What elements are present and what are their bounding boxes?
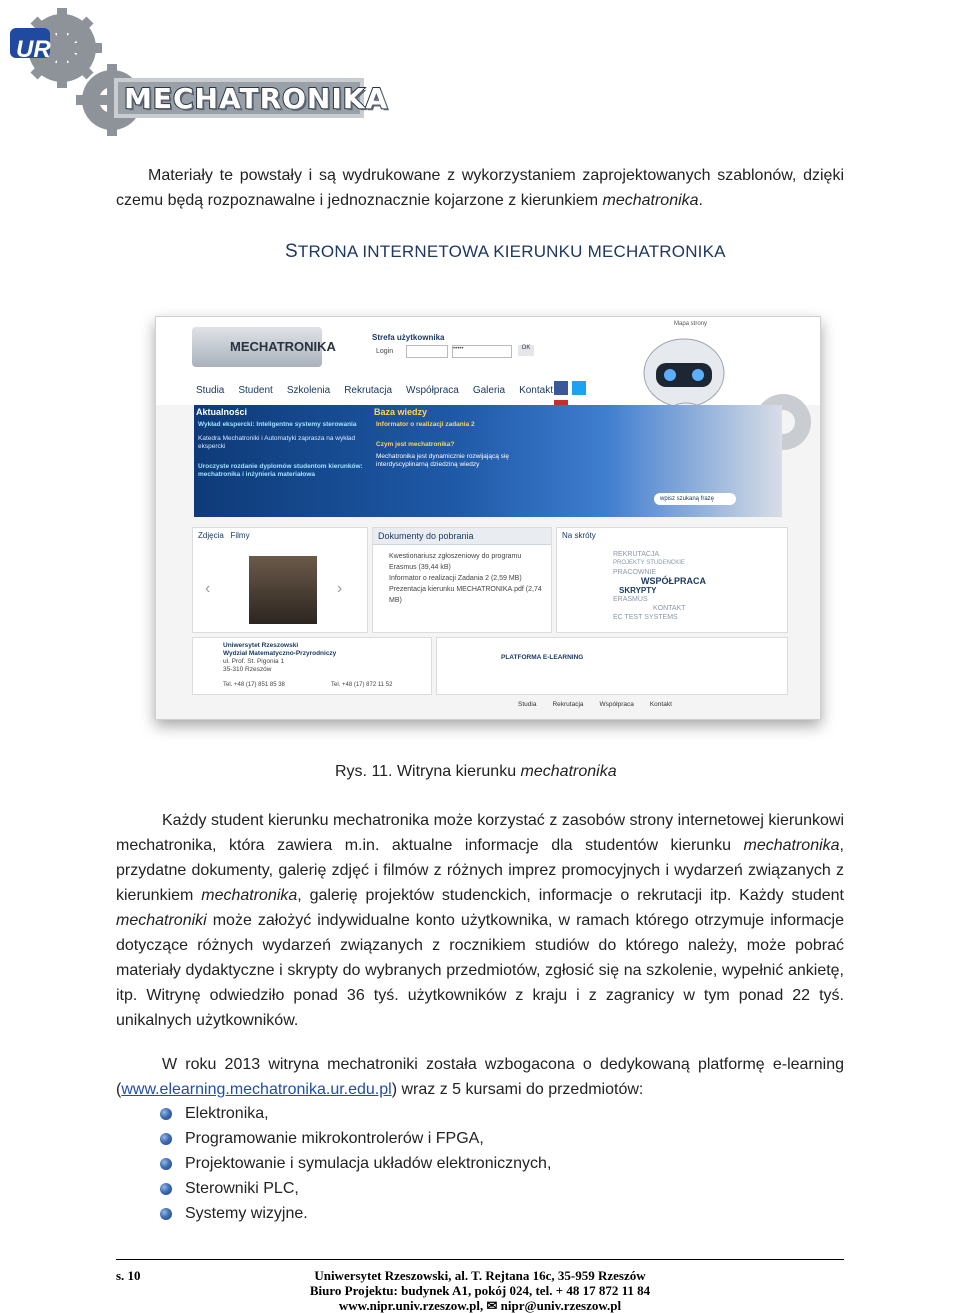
- address-line: Wydział Matematyczno-Przyrodniczy: [223, 650, 337, 657]
- knowledge-list: [376, 421, 546, 469]
- figure-caption: Rys. 11. Witryna kierunku mechatronika: [335, 763, 617, 780]
- tag-link[interactable]: PRACOWNIE: [613, 569, 657, 576]
- documents-panel: [372, 527, 552, 633]
- tag-link[interactable]: WSPÓŁPRACA: [641, 576, 706, 586]
- course-list: [157, 1101, 757, 1226]
- site-search-input[interactable]: wpisz szukaną frazę: [654, 493, 736, 505]
- footer-line: Biuro Projektu: budynek A1, pokój 024, tel. + 48 17 872 11 84: [309, 1283, 651, 1298]
- documents-title: Dokumenty do pobrania: [373, 528, 551, 545]
- site-logo-text: MECHATRONIKA: [230, 339, 336, 354]
- body-paragraph: Każdy student kierunku mechatronika może korzystać z zasobów strony internetowej kierunkowi mechatronika, która zawiera m.in. aktualne informacje dla studentów kierunku mechatronika, przydatne dokumenty, galerię zdjęć i filmów z różnych imprez promocyjnych i wydarzeń związanych z kierunkiem mechatronika, galerię projektów studenckich, informacje o rekrutacji itp. Każdy student mechatroniki może założyć indywidualne konto użytkownika, w ramach którego otrzymuje informacje dotyczące różnych wydarzeń związanych z rocznikiem studiów do którego należy, może pobrać materiały dydaktyczne i skrypty do wybranych przedmiotów, zgłosić się na szkolenie, wypełnić ankietę, itp. Witrynę odwiedziło ponad 36 tyś. użytkowników z kraju i z zagranicy w tym ponad 22 tyś. unikalnych użytkowników.: [116, 812, 844, 1029]
- address-line: ul. Prof. St. Pigonia 1: [223, 658, 285, 665]
- page-number: s. 10: [116, 1268, 141, 1283]
- tag-link[interactable]: SKRYPTY: [619, 586, 657, 595]
- news-item[interactable]: Uroczyste rozdanie dyplomów studentom kierunków: mechatronika i inżynieria materiałowa: [198, 463, 363, 478]
- document-link[interactable]: Prezentacja kierunku MECHATRONIKA.pdf (2,74 MB): [389, 586, 542, 604]
- site-footer-links: [518, 701, 672, 708]
- tag-link[interactable]: EC TEST SYSTEMS: [613, 614, 678, 621]
- footer-email[interactable]: nipr@univ.rzeszow.pl: [500, 1298, 622, 1313]
- knowledge-item[interactable]: Informator o realizacji zadania 2: [376, 421, 475, 428]
- intro-paragraph: Materiały te powstały i są wydrukowane z wykorzystaniem zaprojektowanych szablonów, dzięki czemu będą rozpoznawalne i jednoznacznie kojarzone z kierunkiem mechatronika.: [116, 167, 844, 209]
- social-icons[interactable]: [554, 381, 600, 399]
- password-input[interactable]: •••••: [452, 345, 512, 358]
- footer-link[interactable]: Rekrutacja: [552, 701, 584, 708]
- shortcuts-title: Na skróty: [562, 531, 596, 540]
- tag-link[interactable]: KONTAKT: [653, 605, 686, 612]
- list-item: Sterowniki PLC,: [157, 1176, 757, 1201]
- gallery-photo[interactable]: [249, 556, 317, 624]
- ok-button[interactable]: OK: [518, 345, 534, 356]
- bullet-icon: [160, 1108, 172, 1120]
- bullet-icon: [160, 1133, 172, 1145]
- document-link[interactable]: Kwestionariusz zgłoszeniowy do programu Erasmus (39,44 kB): [389, 553, 522, 571]
- bullet-icon: [160, 1158, 172, 1170]
- login-input[interactable]: [406, 345, 448, 358]
- address-line: 35-310 Rzeszów: [223, 666, 272, 673]
- tag-link[interactable]: REKRUTACJA: [613, 551, 660, 558]
- envelope-icon: ✉: [486, 1298, 501, 1313]
- body-block: [116, 808, 844, 1033]
- elearning-link[interactable]: PLATFORMA E-LEARNING: [501, 654, 584, 661]
- footer-link[interactable]: Współpraca: [599, 701, 634, 708]
- footer-line: Uniwersytet Rzeszowski, al. T. Rejtana 16c, 35-959 Rzeszów: [314, 1268, 646, 1283]
- footer-link[interactable]: Studia: [518, 701, 537, 708]
- section-heading: STRONA INTERNETOWA KIERUNKU MECHATRONIKA: [285, 241, 726, 262]
- bullet-icon: [160, 1183, 172, 1195]
- tag-link[interactable]: ERASMUS: [613, 596, 648, 603]
- sitemap-link[interactable]: Mapa strony: [674, 321, 708, 327]
- login-label: Login: [376, 348, 394, 355]
- news-list: [198, 421, 368, 479]
- footer-website[interactable]: www.nipr.univ.rzeszow.pl,: [338, 1298, 487, 1313]
- intro-block: [116, 163, 844, 213]
- tab-photos[interactable]: Zdjęcia: [198, 531, 224, 540]
- elearning-panel: [436, 637, 788, 695]
- nav-item-szkolenia[interactable]: Szkolenia: [286, 384, 331, 396]
- knowledge-item: Mechatronika jest dynamicznie rozwijającą się interdyscyplinarną dziedziną wiedzy: [376, 453, 509, 468]
- phone-text: Tel. +48 (17) 851 85 38: [223, 682, 285, 688]
- next-arrow-icon[interactable]: ›: [337, 580, 343, 597]
- list-item: Systemy wizyjne.: [157, 1201, 757, 1226]
- user-area-title: Strefa użytkownika: [372, 333, 445, 342]
- address-line: Uniwersytet Rzeszowski: [223, 642, 299, 649]
- mechatronika-logo: [4, 8, 389, 138]
- news-item[interactable]: Katedra Mechatroniki i Automatyki zaprasza na wykład ekspercki: [198, 435, 356, 450]
- nav-item-wspolpraca[interactable]: Współpraca: [406, 384, 459, 396]
- elearning-url-link[interactable]: www.elearning.mechatronika.ur.edu.pl: [121, 1081, 392, 1098]
- list-item: Projektowanie i symulacja układów elektronicznych,: [157, 1151, 757, 1176]
- gallery-panel: [192, 527, 368, 633]
- news-title: Aktualności: [196, 407, 248, 417]
- footer-link[interactable]: Kontakt: [649, 701, 672, 708]
- nav-item-galeria[interactable]: Galeria: [472, 384, 506, 396]
- nav-item-kontakt[interactable]: Kontakt: [519, 384, 553, 396]
- elearning-paragraph: W roku 2013 witryna mechatroniki została wzbogacona o dedykowaną platformę e-learning (www.elearning.mechatronika.ur.edu.pl) wraz z 5 kursami do przedmiotów:: [116, 1056, 844, 1098]
- logo-text: MECHATRONIKA: [124, 82, 389, 115]
- elearning-block: [116, 1052, 844, 1102]
- address-panel: [192, 637, 432, 695]
- website-screenshot: [155, 316, 821, 720]
- news-item[interactable]: Wykład ekspercki: Inteligentne systemy sterowania: [198, 421, 357, 428]
- fax-text: Tel. +48 (17) 872 11 52: [331, 682, 393, 688]
- footer-line: [240, 1298, 720, 1313]
- gear-icon: [4, 8, 368, 138]
- tag-cloud: [613, 550, 773, 622]
- bullet-icon: [160, 1208, 172, 1220]
- tag-link[interactable]: PROJEKTY STUDENCKIE: [613, 560, 685, 566]
- site-nav: [196, 379, 553, 401]
- list-item: Elektronika,: [157, 1101, 757, 1126]
- nav-item-student[interactable]: Student: [238, 384, 273, 396]
- nav-item-rekrutacja[interactable]: Rekrutacja: [344, 384, 393, 396]
- ur-badge: UR: [16, 36, 51, 63]
- nav-item-studia[interactable]: Studia: [196, 384, 225, 396]
- footer-divider: [116, 1259, 844, 1260]
- list-item: Programowanie mikrokontrolerów i FPGA,: [157, 1126, 757, 1151]
- document-link[interactable]: Informator o realizacji Zadania 2 (2,59 MB): [389, 575, 522, 582]
- knowledge-title: Baza wiedzy: [374, 407, 428, 417]
- tab-films[interactable]: Filmy: [230, 531, 250, 540]
- knowledge-item[interactable]: Czym jest mechatronika?: [376, 441, 455, 448]
- footer-address: [240, 1268, 720, 1313]
- prev-arrow-icon[interactable]: ‹: [205, 580, 211, 597]
- shortcuts-panel: [556, 527, 788, 633]
- site-banner: [194, 405, 782, 517]
